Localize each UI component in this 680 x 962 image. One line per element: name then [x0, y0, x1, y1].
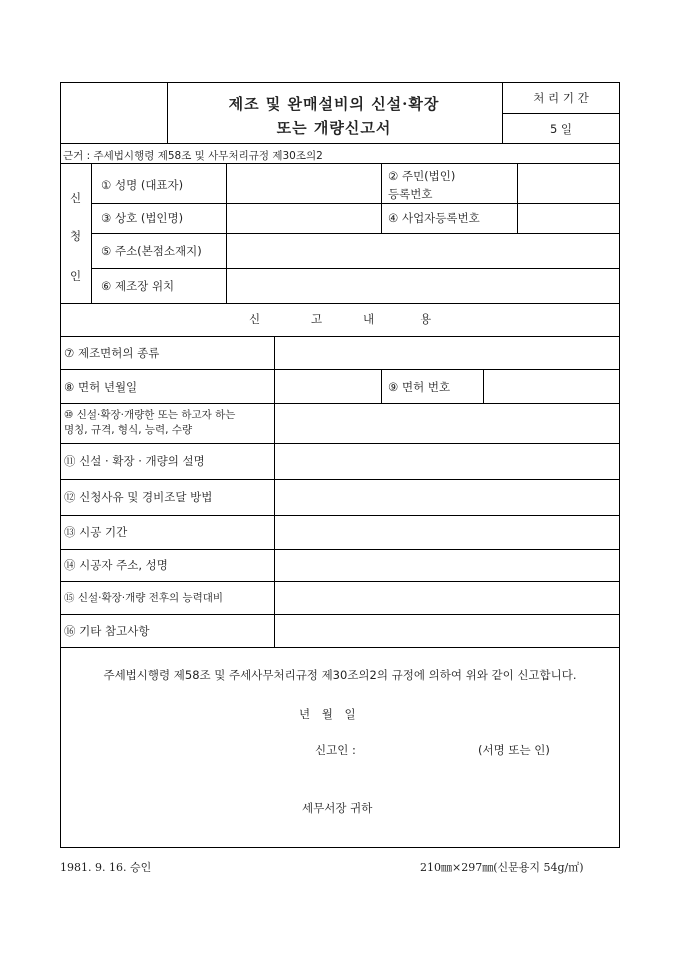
row-line: [61, 479, 620, 480]
col-line: [274, 336, 275, 647]
approval-date: 1981. 9. 16. 승인: [60, 861, 152, 874]
item10-label-line1: ⑩ 신설·확장·개량한 또는 하고자 하는: [64, 409, 236, 421]
col-line: [381, 163, 382, 233]
factory-location-label: ⑥ 제조장 위치: [101, 279, 175, 293]
construction-period-label: ⑬ 시공 기간: [64, 525, 128, 539]
capacity-comparison-label: ⑮ 신설·확장·개량 전후의 능력대비: [64, 592, 224, 604]
row-line: [61, 443, 620, 444]
processing-period-label: 처 리 기 간: [533, 91, 589, 105]
row-line: [91, 268, 620, 269]
row-line: [61, 515, 620, 516]
other-notes-label: ⑯ 기타 참고사항: [64, 624, 150, 638]
business-reg-label: ④ 사업자등록번호: [388, 211, 480, 225]
row-line: [91, 203, 620, 204]
applicant-char-3: 인: [70, 269, 82, 283]
paper-spec: 210㎜×297㎜(신문용지 54g/㎡): [420, 861, 584, 874]
legal-basis: 근거 : 주세법시행령 제58조 및 사무처리규정 제30조의2: [63, 150, 323, 162]
row-line: [61, 163, 620, 164]
resident-no-label-1: ② 주민(법인): [388, 169, 456, 183]
row-line: [61, 336, 620, 337]
header-divider-left: [167, 83, 168, 143]
content-heading-char-2: 고: [311, 312, 323, 326]
declaration-date: 년 월 일: [299, 707, 356, 721]
row-line: [61, 369, 620, 370]
signature-label: (서명 또는 인): [478, 743, 550, 757]
form-title-line2: 또는 개량신고서: [276, 119, 392, 137]
reporter-label: 신고인 :: [315, 743, 356, 757]
item12-label: ⑫ 신청사유 및 경비조달 방법: [64, 490, 213, 504]
col-line: [517, 163, 518, 233]
content-heading-char-1: 신: [249, 312, 261, 326]
col-line: [483, 369, 484, 403]
row-line: [61, 403, 620, 404]
declaration-statement: 주세법시행령 제58조 및 주세사무처리규정 제30조의2의 규정에 의하여 위와 같이 신고합니다.: [103, 668, 577, 682]
row-line: [61, 549, 620, 550]
form-title-line1: 제조 및 완매설비의 신설·확장: [228, 95, 440, 113]
applicant-char-2: 청: [70, 229, 82, 243]
applicant-char-1: 신: [70, 191, 82, 205]
address-label: ⑤ 주소(본점소재지): [101, 244, 202, 258]
processing-divider: [502, 113, 620, 114]
resident-no-label-2: 등록번호: [388, 187, 433, 201]
row-line: [91, 233, 620, 234]
license-type-label: ⑦ 제조면허의 종류: [64, 346, 160, 360]
row-line: [61, 614, 620, 615]
license-date-label: ⑧ 면허 년월일: [64, 380, 138, 394]
content-heading-char-3: 내: [363, 312, 375, 326]
row-line: [61, 303, 620, 304]
col-line: [381, 369, 382, 403]
trade-name-label: ③ 상호 (법인명): [101, 211, 184, 225]
license-number-label: ⑨ 면허 번호: [388, 380, 451, 394]
row-line: [61, 647, 620, 648]
name-label: ① 성명 (대표자): [101, 178, 184, 192]
processing-period-value: 5 일: [549, 122, 573, 136]
report-form: [60, 82, 620, 848]
row-line: [61, 581, 620, 582]
addressee: 세무서장 귀하: [302, 801, 373, 815]
item11-label: ⑪ 신설 · 확장 · 개량의 설명: [64, 454, 205, 468]
row-line: [61, 143, 620, 144]
contractor-label: ⑭ 시공자 주소, 성명: [64, 558, 168, 572]
item10-label-line2: 명칭, 규격, 형식, 능력, 수량: [64, 424, 193, 436]
content-heading-char-4: 용: [420, 312, 432, 326]
